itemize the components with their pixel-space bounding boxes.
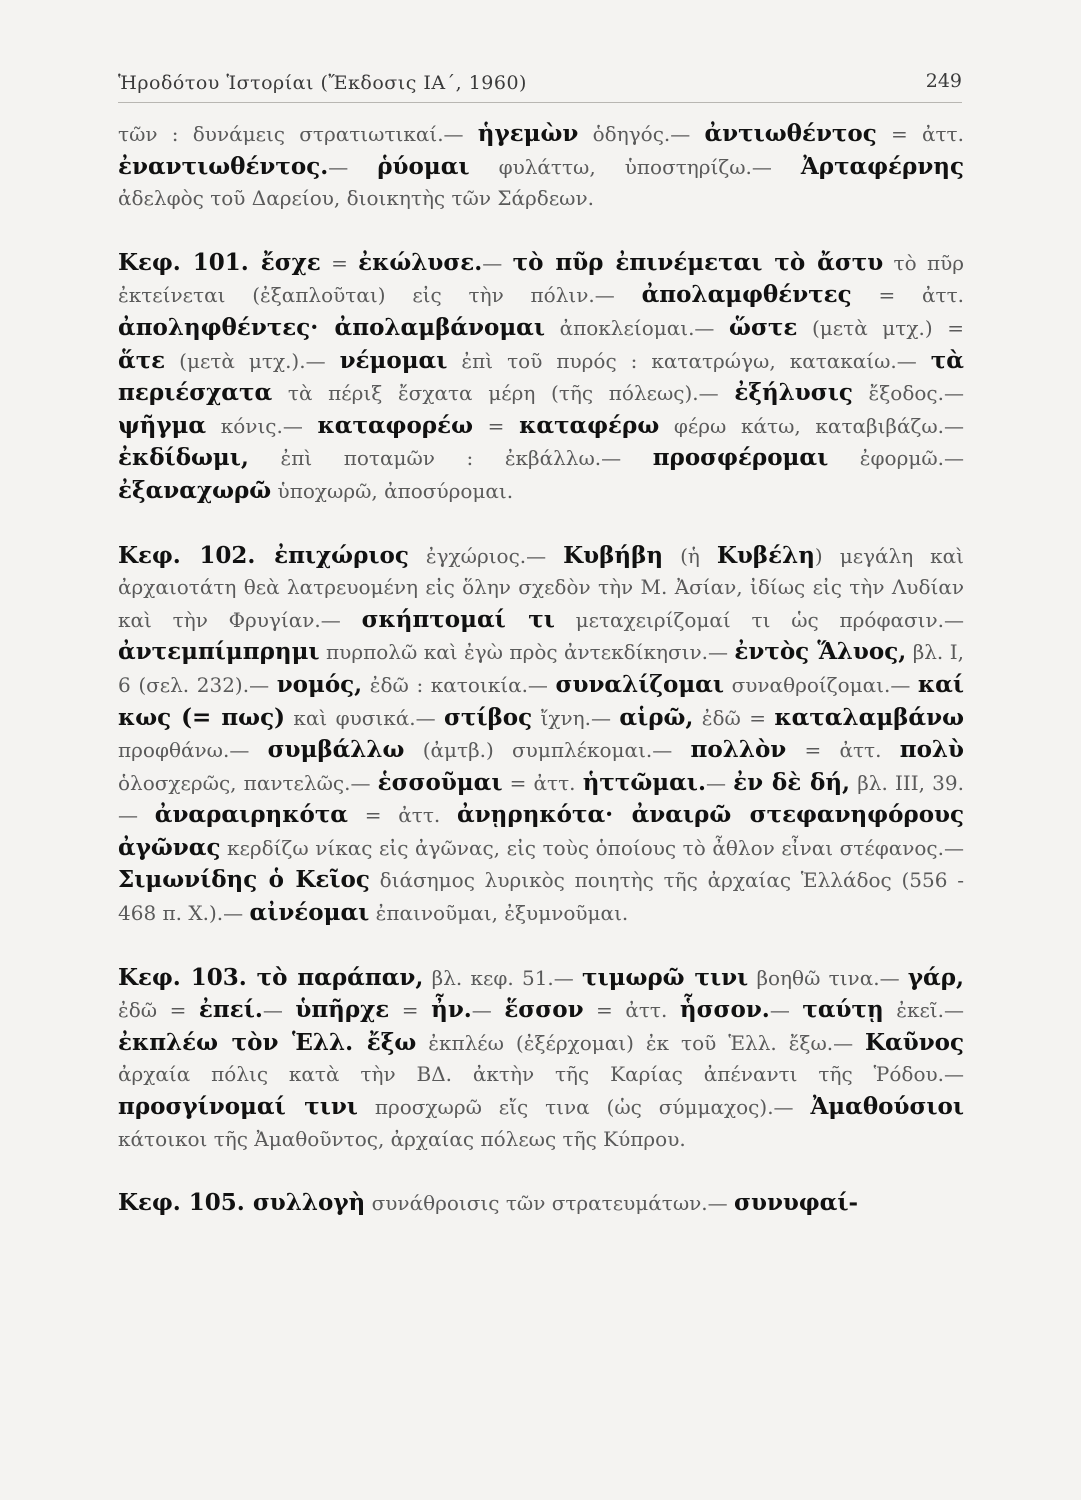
definition-text: διάσημος λυρικὸς ποιητὴς τῆς ἀρχαίας Ἑλλάδος (556 - 468 π. Χ.).—	[118, 868, 964, 926]
headword: τὰ περιέσχατα	[118, 346, 964, 407]
headword: ἦν.	[431, 996, 472, 1024]
definition-text: (ἀμτβ.) συμπλέκομαι.—	[404, 738, 691, 763]
definition-text: τὸ πῦρ ἐκτείνεται (ἐξαπλοῦται) εἰς τὴν πόλιν.—	[118, 250, 964, 308]
definition-text: κάτοικοι τῆς Ἀμαθοῦντος, ἀρχαίας πόλεως τῆς Κύπρου.	[118, 1126, 686, 1151]
paragraph-kef-102	[118, 540, 964, 930]
headword: ἐπιχώριος	[274, 541, 409, 569]
running-header	[118, 62, 962, 103]
paragraph-intro	[118, 118, 964, 215]
headword: σκήπτομαί τι	[361, 605, 555, 633]
headword: στίβος	[443, 703, 533, 731]
headword: ἐν δὲ δή,	[733, 768, 851, 796]
definition-text: ἐδῶ : κατοικία.—	[362, 672, 556, 697]
glossary-text	[118, 118, 964, 1220]
running-title: Ἡροδότου Ἱστορίαι (Ἔκδοσις ΙΑ΄, 1960)	[118, 72, 527, 94]
definition-text: = ἀττ.	[502, 770, 583, 795]
headword: προσγίνομαί τινι	[118, 1093, 358, 1121]
definition-text: κερδίζω νίκας εἰς ἀγῶνας, εἰς τοὺς ὁποίους τὸ ἆθλον εἶναι στέφανος.—	[220, 835, 964, 860]
headword: τιμωρῶ τινι	[582, 963, 749, 991]
definition-text: φέρω κάτω, καταβιβάζω.—	[659, 413, 964, 438]
definition-text: βοηθῶ τινα.—	[748, 965, 908, 990]
headword: συναλίζομαι	[555, 670, 724, 698]
headword: ἧσσον.	[679, 996, 770, 1024]
definition-text: συνάθροισις τῶν στρατευμάτων.—	[365, 1191, 735, 1216]
headword: καταλαμβάνω	[774, 703, 964, 731]
headword: ἐναντιωθέντος.	[118, 152, 329, 180]
headword: Κυβήβη	[563, 541, 664, 569]
definition-text: μεταχειρίζομαί τι ὡς πρόφασιν.—	[554, 607, 964, 632]
definition-text: καὶ φυσικά.—	[284, 705, 444, 730]
headword: πολλὸν	[690, 736, 787, 764]
definition-text: =	[473, 413, 520, 438]
headword: Κυβέλη	[716, 541, 815, 569]
definition-text: ὑποχωρῶ, ἀποσύρομαι.	[271, 478, 514, 503]
definition-text: προφθάνω.—	[118, 738, 268, 763]
headword: τὸ παράπαν,	[256, 963, 424, 991]
definition-text: προσχωρῶ εἴς τινα (ὡς σύμμαχος).—	[357, 1095, 811, 1120]
definition-text: = ἀττ.	[348, 803, 458, 828]
headword: νομός,	[276, 670, 363, 698]
headword: καί κως (= πως)	[118, 670, 964, 731]
headword: Κεφ. 102.	[118, 541, 275, 569]
definition-text: —	[328, 154, 378, 179]
definition-text: ἀποκλείομαι.—	[545, 315, 730, 340]
definition-text: =	[389, 998, 432, 1023]
definition-text: τῶν : δυνάμεις στρατιωτικαί.—	[118, 122, 478, 146]
definition-text: = ἀττ.	[876, 122, 964, 146]
headword: ἕσσον	[504, 996, 584, 1024]
definition-text: ἀδελφὸς τοῦ Δαρείου, διοικητὴς τῶν Σάρδεων.	[118, 186, 595, 211]
paragraph-kef-105	[118, 1187, 964, 1220]
definition-text: ἴχνη.—	[532, 705, 620, 730]
headword: προσφέρομαι	[652, 444, 829, 472]
paragraph-kef-101	[118, 247, 964, 508]
definition-text: =	[320, 250, 359, 275]
definition-text: ἀρχαία πόλις κατὰ τὴν ΒΔ. ἀκτὴν τῆς Καρίας ἀπέναντι τῆς Ῥόδου.—	[118, 1062, 964, 1087]
definition-text: συναθροίζομαι.—	[724, 672, 918, 697]
headword: ἀντιωθέντος	[704, 120, 877, 147]
headword: ταύτῃ	[802, 996, 884, 1024]
definition-text: βλ. I, 6 (σελ. 232).—	[118, 640, 964, 697]
headword: ῥύομαι	[377, 152, 470, 180]
headword: τὸ πῦρ ἐπινέμεται τὸ ἄστυ	[512, 248, 884, 276]
headword: ἐπεί.	[198, 996, 263, 1024]
definition-text: βλ. III, 39.—	[118, 770, 964, 828]
definition-text: —	[262, 998, 296, 1023]
definition-text: —	[769, 998, 803, 1023]
headword: ὥστε	[729, 313, 798, 341]
headword: ἔσχε	[260, 248, 321, 276]
page-number: 249	[925, 70, 962, 92]
definition-text: ὁδηγός.—	[578, 122, 705, 146]
definition-text: τὰ πέριξ ἔσχατα μέρη (τῆς πόλεως).—	[272, 381, 735, 406]
headword: Σιμωνίδης ὁ Κεῖος	[118, 866, 370, 894]
headword: αἰνέομαι	[249, 899, 370, 927]
headword: Καῦνος	[865, 1028, 964, 1056]
definition-text: —	[705, 770, 734, 795]
headword: καταφέρω	[519, 411, 660, 439]
headword: ψῆγμα	[118, 411, 207, 439]
definition-text: —	[471, 998, 505, 1023]
paragraph-kef-103	[118, 962, 964, 1156]
headword: ἀνῃρηκότα· ἀναιρῶ στεφανηφόρους ἀγῶνας	[118, 801, 965, 861]
headword: ἡγεμὼν	[477, 120, 579, 147]
headword: γάρ,	[907, 963, 965, 991]
definition-text: βλ. κεφ. 51.—	[423, 965, 583, 990]
headword: πολὺ	[899, 736, 964, 764]
headword: ἐξήλυσις	[734, 379, 853, 407]
definition-text: ἐπαινοῦμαι, ἐξυμνοῦμαι.	[369, 901, 629, 926]
definition-text: (ἡ	[663, 543, 717, 568]
definition-text: πυρπολῶ καὶ ἐγὼ πρὸς ἀντεκδίκησιν.—	[319, 640, 735, 665]
headword: ἐντὸς Ἅλυος,	[734, 638, 907, 666]
definition-text: = ἀττ.	[851, 283, 965, 308]
definition-text: (μετὰ μτχ.) =	[797, 315, 965, 340]
headword: ἅτε	[118, 346, 166, 374]
definition-text: φυλάττω, ὑποστηρίζω.—	[469, 154, 801, 179]
definition-text: ἐπὶ τοῦ πυρός : κατατρώγω, κατακαίω.—	[447, 348, 931, 373]
headword: ἑσσοῦμαι	[377, 768, 503, 796]
headword: Κεφ. 101.	[118, 248, 261, 276]
headword: Κεφ. 103.	[118, 963, 257, 991]
headword: αἱρῶ,	[619, 703, 694, 731]
headword: ἀναραιρηκότα	[154, 801, 349, 829]
headword: ἡττῶμαι.	[582, 768, 706, 796]
definition-text: ἐκπλέω (ἐξέρχομαι) ἐκ τοῦ Ἑλλ. ἔξω.—	[416, 1030, 866, 1055]
definition-text: ὁλοσχερῶς, παντελῶς.—	[118, 770, 378, 795]
definition-text: ἐπὶ ποταμῶν : ἐκβάλλω.—	[248, 446, 653, 471]
headword: συνυφαί-	[734, 1189, 859, 1217]
headword: Κεφ. 105.	[118, 1189, 253, 1217]
definition-text: ἐδῶ =	[118, 998, 199, 1023]
definition-text: ) μεγάλη καὶ ἀρχαιοτάτη θεὰ λατρευομένη εἰς ὅλην σχεδὸν τὴν Μ. Ἀσίαν, ἰδίως εἰς τὴν Λυδίαν καὶ τὴν Φρυγίαν.—	[118, 543, 965, 632]
definition-text: —	[482, 250, 513, 275]
definition-text: ἐγχώριος.—	[408, 543, 564, 568]
headword: ἐξαναχωρῶ	[118, 476, 272, 504]
definition-text: ἔξοδος.—	[852, 381, 964, 406]
headword: ἀπολαμφθέντες	[641, 281, 852, 309]
headword: Ἀμαθούσιοι	[810, 1093, 965, 1121]
headword: συμβάλλω	[267, 736, 405, 764]
headword: συλλογὴ	[252, 1189, 366, 1217]
headword: ἀντεμπίμπρημι	[118, 638, 320, 666]
headword: ἐκπλέω τὸν Ἑλλ. ἔξω	[118, 1028, 417, 1056]
definition-text: ἐφορμῶ.—	[828, 446, 964, 471]
headword: νέμομαι	[339, 346, 448, 374]
definition-text: (μετὰ μτχ.).—	[165, 348, 340, 373]
definition-text: = ἀττ.	[583, 998, 680, 1023]
definition-text: ἐκεῖ.—	[883, 998, 965, 1023]
headword: ἐκώλυσε.	[358, 248, 483, 276]
definition-text: = ἀττ.	[786, 738, 900, 763]
headword: ἀποληφθέντες· ἀπολαμβάνομαι	[118, 313, 546, 341]
definition-text: ἐδῶ =	[693, 705, 775, 730]
definition-text: κόνις.—	[206, 413, 318, 438]
headword: ὑπῆρχε	[295, 996, 390, 1024]
headword: καταφορέω	[317, 411, 473, 439]
headword: ἐκδίδωμι,	[118, 444, 249, 472]
headword: Ἀρταφέρνης	[800, 152, 965, 180]
